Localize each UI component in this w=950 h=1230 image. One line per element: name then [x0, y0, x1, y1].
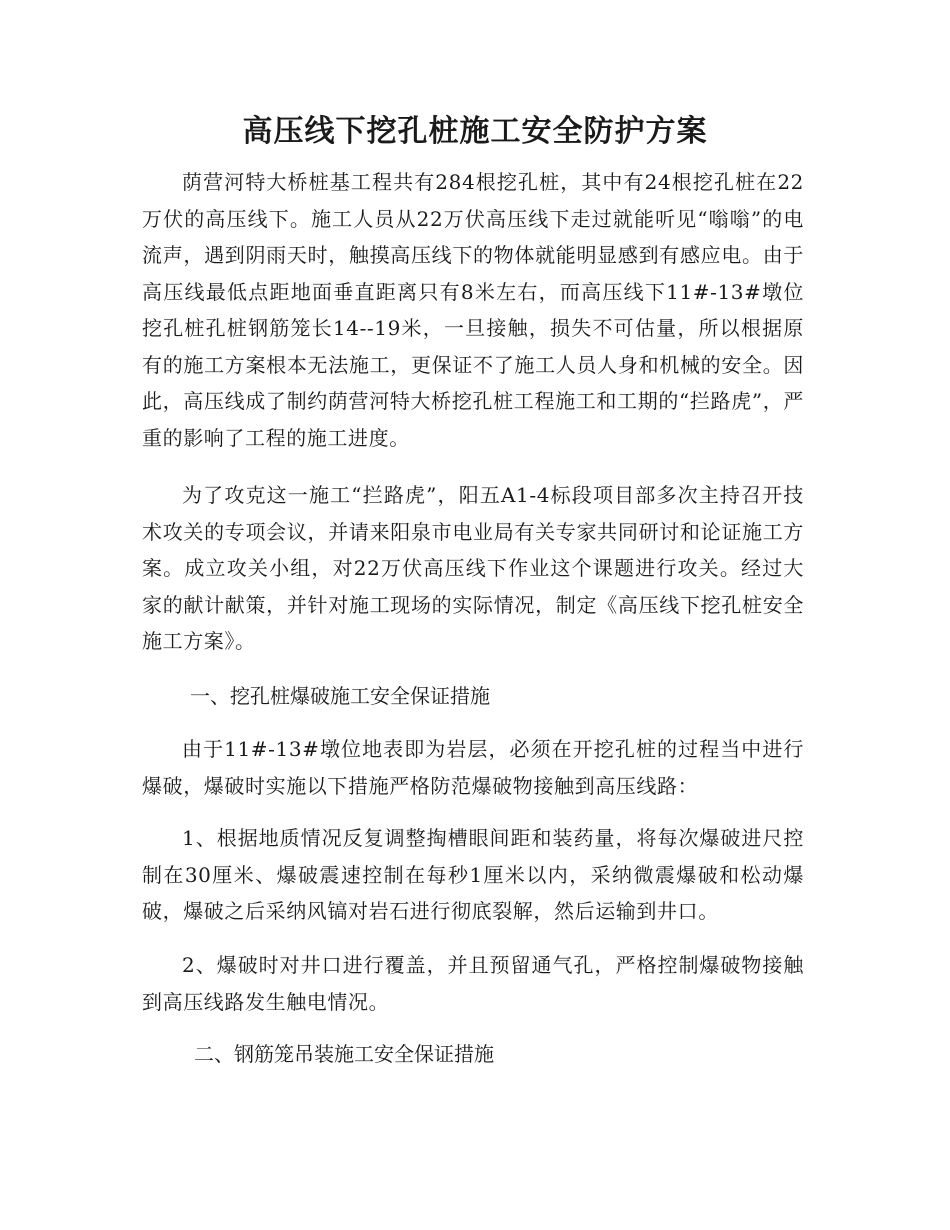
- paragraph-measure-1: 1、根据地质情况反复调整掏槽眼间距和装药量，将每次爆破进尺控制在30厘米、爆破震速控制在每秒1厘米以内，采纳微震爆破和松动爆破，爆破之后采纳风镐对岩石进行彻底裂解，然后运输到井口。: [142, 826, 804, 923]
- paragraph-solution: 为了攻克这一施工“拦路虎”，阳五A1-4标段项目部多次主持召开技术攻关的专项会议，并请来阳泉市电业局有关专家共同研讨和论证施工方案。成立攻关小组，对22万伏高压线下作业这个课题进行攻关。经过大家的献计献策，并针对施工现场的实际情况，制定《高压线下挖孔桩安全施工方案》。: [142, 483, 804, 653]
- document-title: 高压线下挖孔桩施工安全防护方案: [242, 114, 708, 149]
- section-heading-blasting: 一、挖孔桩爆破施工安全保证措施: [190, 684, 490, 708]
- paragraph-intro: 荫营河特大桥桩基工程共有284根挖孔桩，其中有24根挖孔桩在22万伏的高压线下。施工人员从22万伏高压线下走过就能听见“嗡嗡”的电流声，遇到阴雨天时，触摸高压线下的物体就能明显感到有感应电。由于高压线最低点距地面垂直距离只有8米左右，而高压线下11#-13#墩位挖孔桩孔桩钢筋笼长14--19米，一旦接触，损失不可估量，所以根据原有的施工方案根本无法施工，更保证不了施工人员人身和机械的安全。因此，高压线成了制约荫营河特大桥挖孔桩工程施工和工期的“拦路虎”，严重的影响了工程的施工进度。: [142, 170, 804, 450]
- paragraph-measure-2: 2、爆破时对井口进行覆盖，并且预留通气孔，严格控制爆破物接触到高压线路发生触电情况。: [142, 953, 804, 1014]
- section-heading-cage-lifting: 二、钢筋笼吊装施工安全保证措施: [194, 1042, 494, 1066]
- paragraph-blasting-intro: 由于11#-13#墩位地表即为岩层，必须在开挖孔桩的过程当中进行爆破，爆破时实施以下措施严格防范爆破物接触到高压线路：: [142, 737, 804, 798]
